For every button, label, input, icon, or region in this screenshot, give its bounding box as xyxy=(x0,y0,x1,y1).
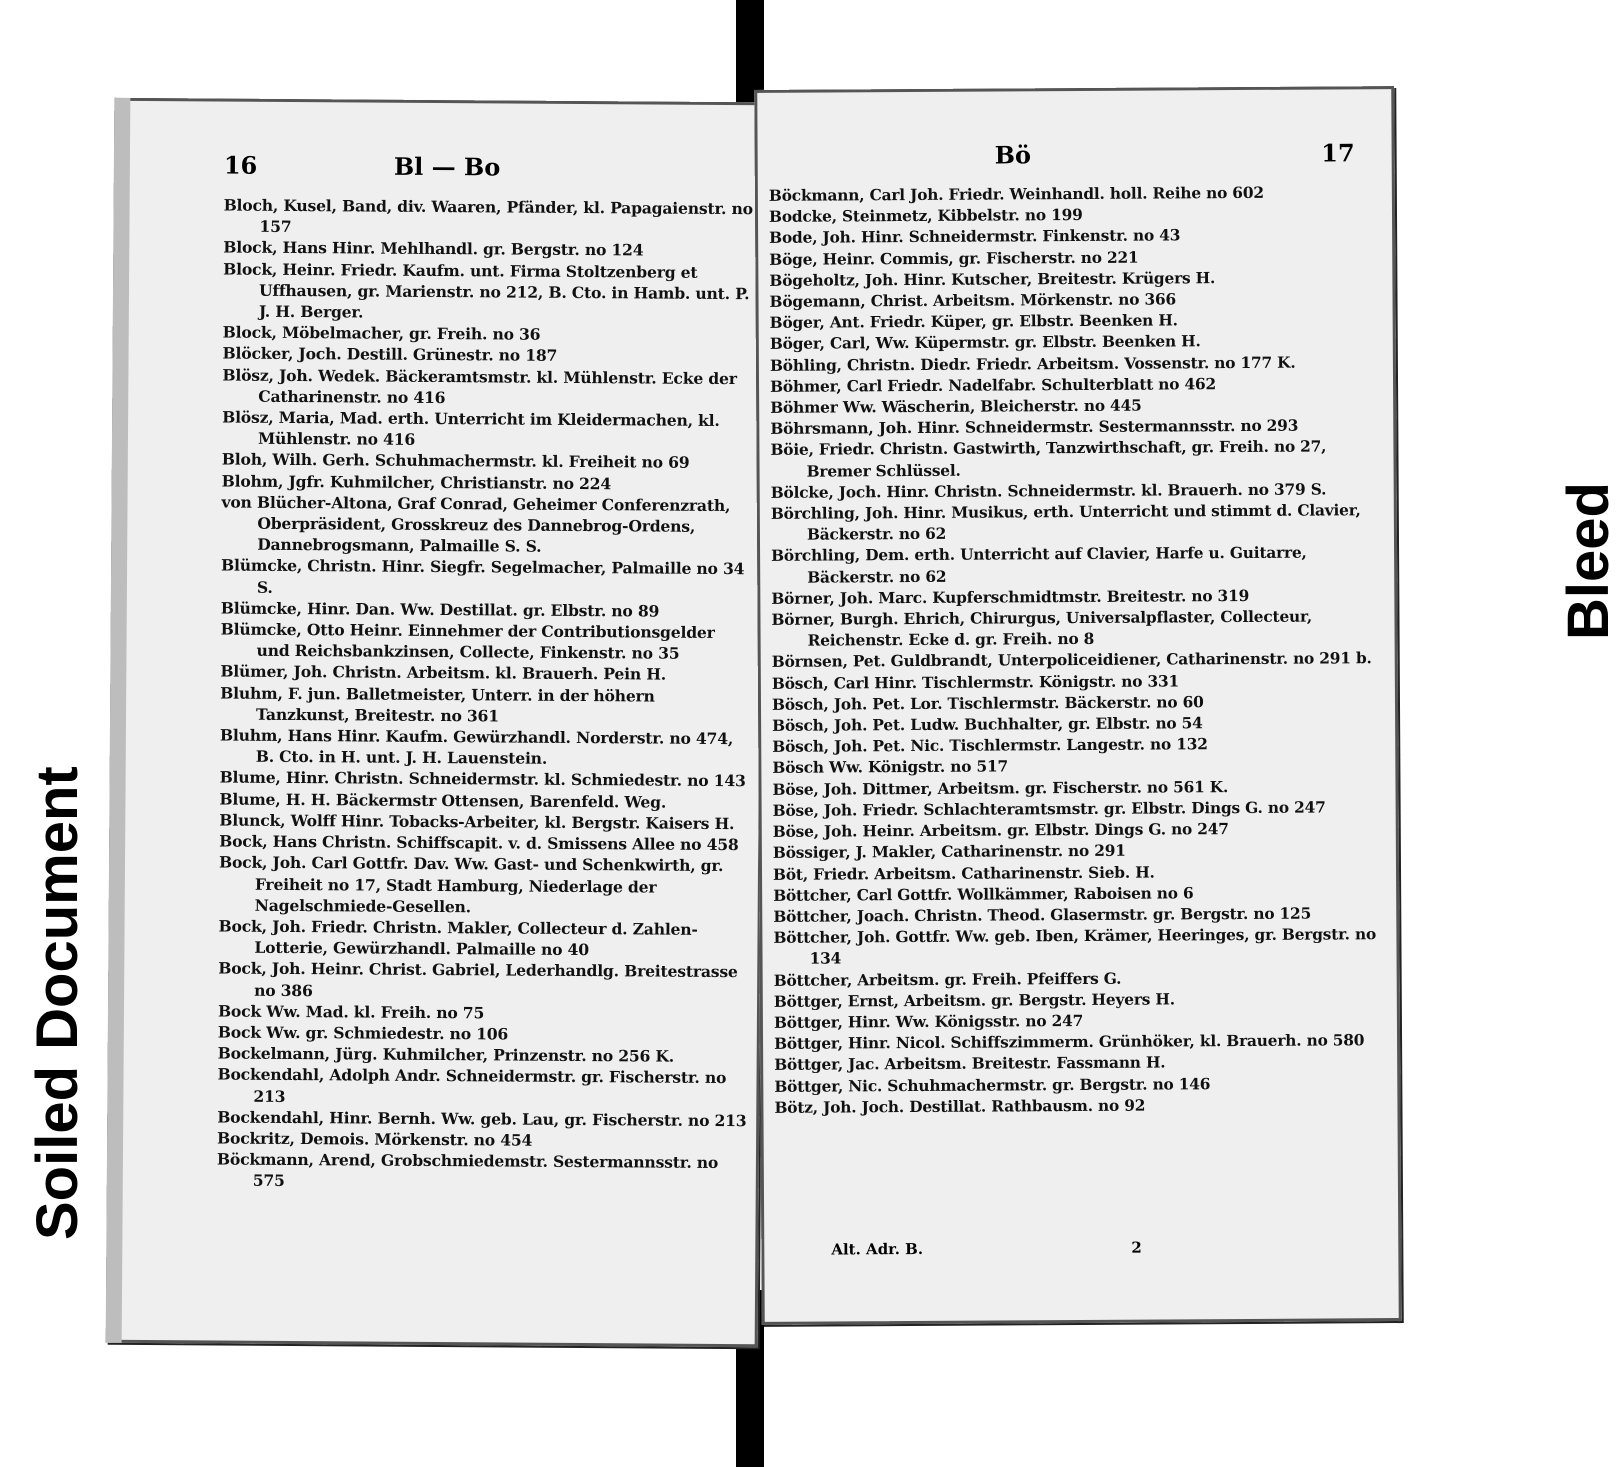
directory-entry: Böt, Friedr. Arbeitsm. Catharinenstr. Sieb. H. xyxy=(772,863,1155,884)
directory-entry: Bock Ww. gr. Schmiedestr. no 106 xyxy=(217,1022,509,1044)
directory-entry: Block, Möbelmacher, gr. Freih. no 36 xyxy=(222,322,541,344)
directory-entry: Blösz, Joh. Wedek. Bäckeramtsmstr. kl. Mühlenstr. Ecke der Catharinenstr. no 416 xyxy=(222,365,737,407)
page-number: 16 xyxy=(223,150,258,180)
directory-entry: Bögeholtz, Joh. Hinr. Kutscher, Breitestr. Krügers H. xyxy=(769,268,1216,290)
directory-entry: Bodcke, Steinmetz, Kibbelstr. no 199 xyxy=(768,206,1083,227)
directory-entry: Bösch, Joh. Pet. Ludw. Buchhalter, gr. Elbstr. no 54 xyxy=(772,714,1203,735)
directory-entry: Blöcker, Joch. Destill. Grünestr. no 187 xyxy=(222,343,558,366)
directory-entry: Bockritz, Demois. Mörkenstr. no 454 xyxy=(217,1128,533,1150)
footer-sheet-number: 2 xyxy=(1131,1238,1142,1257)
directory-entry: Block, Heinr. Friedr. Kaufm. unt. Firma Stoltzenberg et Uffhausen, gr. Marienstr. no 212, B. Cto. in Hamb. unt. P. J. H. Berger. xyxy=(223,259,750,322)
left-page xyxy=(106,98,767,1348)
directory-entry: Bockendahl, Hinr. Bernh. Ww. geb. Lau, gr. Fischerstr. no 213 xyxy=(217,1107,747,1130)
directory-entry: Bock, Joh. Carl Gottfr. Dav. Ww. Gast- und Schenkwirth, gr. Freiheit no 17, Stadt Hamburg, Niederlage der Nagelschmiede-Gesellen. xyxy=(218,852,724,916)
footer-signature: Alt. Adr. B. xyxy=(831,1239,924,1259)
directory-entry: Böhmer Ww. Wäscherin, Bleicherstr. no 445 xyxy=(770,396,1142,417)
left-page-header xyxy=(224,151,736,189)
directory-entry: Blümcke, Otto Heinr. Einnehmer der Contributionsgelder und Reichsbankzinsen, Collecte, Finkenstr. no 35 xyxy=(220,619,715,663)
directory-entry: Bluhm, F. jun. Balletmeister, Unterr. in der höhern Tanzkunst, Breitestr. no 361 xyxy=(220,683,655,726)
page-edge-shadow xyxy=(106,98,131,1343)
directory-entry: Böttcher, Carl Gottfr. Wollkämmer, Raboisen no 6 xyxy=(773,884,1194,905)
right-page xyxy=(754,86,1402,1325)
directory-entry: Blümer, Joh. Christn. Arbeitsm. kl. Brauerh. Pein H. xyxy=(220,661,667,685)
directory-entry: Bölcke, Joch. Hinr. Christn. Schneidermstr. kl. Brauerh. no 379 S. xyxy=(770,480,1327,502)
page-number: 17 xyxy=(1321,138,1355,168)
directory-entry: Böie, Friedr. Christn. Gastwirth, Tanzwirthschaft, gr. Freih. no 27, Bremer Schlüssel. xyxy=(770,437,1327,481)
right-page-footer xyxy=(831,1237,1361,1264)
directory-entry: Börnsen, Pet. Guldbrandt, Unterpoliceidiener, Catharinenstr. no 291 b. xyxy=(771,649,1372,672)
directory-entry: Böttger, Hinr. Nicol. Schiffszimmerm. Grünhöker, kl. Brauerh. no 580 xyxy=(774,1031,1365,1053)
directory-entry: Bockelmann, Jürg. Kuhmilcher, Prinzenstr. no 256 K. xyxy=(217,1043,675,1066)
directory-entry: Bock, Hans Christn. Schiffscapit. v. d. Smissens Allee no 458 xyxy=(219,831,739,855)
directory-entry: Blohm, Jgfr. Kuhmilcher, Christianstr. no 224 xyxy=(221,471,612,493)
header-range: Bö xyxy=(994,140,1032,170)
right-entries-list xyxy=(769,182,1379,1119)
directory-entry: Böhrsmann, Joh. Hinr. Schneidermstr. Sestermannsstr. no 293 xyxy=(770,416,1299,439)
directory-entry: Bösch, Joh. Pet. Lor. Tischlermstr. Bäckerstr. no 60 xyxy=(771,693,1204,714)
directory-entry: Börchling, Joh. Hinr. Musikus, erth. Unterricht und stimmt d. Clavier, Bäckerstr. no 62 xyxy=(770,501,1361,544)
directory-entry: Bluhm, Hans Hinr. Kaufm. Gewürzhandl. Norderstr. no 474, B. Cto. in H. unt. J. H. Lauenstein. xyxy=(219,725,734,769)
directory-entry: Börner, Joh. Marc. Kupferschmidtmstr. Breitestr. no 319 xyxy=(771,586,1250,608)
directory-entry: Blunck, Wolff Hinr. Tobacks-Arbeiter, kl. Bergstr. Kaisers H. xyxy=(219,810,735,833)
directory-entry: Blösz, Maria, Mad. erth. Unterricht im Kleidermachen, kl. Mühlenstr. no 416 xyxy=(222,407,720,450)
header-range: Bl — Bo xyxy=(393,151,501,182)
directory-entry: Bock, Joh. Friedr. Christn. Makler, Collecteur d. Zahlen-Lotterie, Gewürzhandl. Palmaille no 40 xyxy=(218,916,698,960)
directory-entry: Bloch, Kusel, Band, div. Waaren, Pfänder, kl. Papagaienstr. no 157 xyxy=(223,195,753,237)
side-label-top: Bleed xyxy=(1556,482,1621,640)
directory-entry: Böger, Ant. Friedr. Küper, gr. Elbstr. Beenken H. xyxy=(769,311,1178,333)
directory-entry: Bötz, Joh. Joch. Destillat. Rathbausm. no 92 xyxy=(774,1096,1146,1117)
directory-entry: Block, Hans Hinr. Mehlhandl. gr. Bergstr. no 124 xyxy=(223,237,644,260)
left-entries-list xyxy=(217,195,756,1195)
directory-entry: von Blücher-Altona, Graf Conrad, Geheimer Conferenzrath, Oberpräsident, Grosskreuz des Dannebrog-Ordens, Dannebrogsmann, Palmaille S. S. xyxy=(221,492,731,556)
directory-entry: Bösch Ww. Königstr. no 517 xyxy=(772,757,1009,778)
directory-entry: Böttger, Jac. Arbeitsm. Breitestr. Fassmann H. xyxy=(774,1053,1166,1075)
right-page-header xyxy=(775,138,1355,176)
directory-entry: Bockendahl, Adolph Andr. Schneidermstr. gr. Fischerstr. no 213 xyxy=(217,1064,727,1106)
directory-entry: Bögemann, Christ. Arbeitsm. Mörkenstr. no 366 xyxy=(769,290,1177,311)
directory-entry: Bloh, Wilh. Gerh. Schuhmachermstr. kl. Freiheit no 69 xyxy=(221,449,690,473)
directory-entry: Blume, Hinr. Christn. Schneidermstr. kl. Schmiedestr. no 143 xyxy=(219,767,746,791)
directory-entry: Börner, Burgh. Ehrich, Chirurgus, Universalpflaster, Collecteur, Reichenstr. Ecke d. gr. Freih. no 8 xyxy=(771,607,1313,650)
directory-entry: Bock Ww. Mad. kl. Freih. no 75 xyxy=(217,1001,485,1023)
directory-entry: Bock, Joh. Heinr. Christ. Gabriel, Lederhandlg. Breitestrasse no 386 xyxy=(218,958,738,1000)
directory-entry: Böhling, Christn. Diedr. Friedr. Arbeitsm. Vossenstr. no 177 K. xyxy=(769,353,1296,375)
directory-entry: Bössiger, J. Makler, Catharinenstr. no 291 xyxy=(772,842,1126,863)
directory-entry: Böckmann, Carl Joh. Friedr. Weinhandl. holl. Reihe no 602 xyxy=(768,183,1264,205)
side-label: Soiled Document xyxy=(25,766,90,1240)
directory-entry: Böttcher, Joh. Gottfr. Ww. geb. Iben, Krämer, Heeringes, gr. Bergstr. no 134 xyxy=(773,925,1377,968)
directory-entry: Böckmann, Arend, Grobschmiedemstr. Sestermannsstr. no 575 xyxy=(216,1149,719,1191)
directory-entry: Böse, Joh. Dittmer, Arbeitsm. gr. Fischerstr. no 561 K. xyxy=(772,777,1229,799)
directory-entry: Böttger, Nic. Schuhmachermstr. gr. Bergstr. no 146 xyxy=(774,1074,1211,1096)
directory-entry: Bösch, Joh. Pet. Nic. Tischlermstr. Langestr. no 132 xyxy=(772,735,1208,757)
directory-entry: Böse, Joh. Heinr. Arbeitsm. gr. Elbstr. Dings G. no 247 xyxy=(772,820,1229,841)
directory-entry: Börchling, Dem. erth. Unterricht auf Clavier, Harfe u. Guitarre, Bäckerstr. no 62 xyxy=(771,544,1307,587)
directory-entry: Blümcke, Hinr. Dan. Ww. Destillat. gr. Elbstr. no 89 xyxy=(220,598,660,621)
directory-entry: Bode, Joh. Hinr. Schneidermstr. Finkenstr. no 43 xyxy=(769,226,1181,248)
directory-entry: Böttcher, Arbeitsm. gr. Freih. Pfeiffers G. xyxy=(773,969,1122,990)
directory-entry: Böhmer, Carl Friedr. Nadelfabr. Schulterblatt no 462 xyxy=(769,374,1217,396)
directory-entry: Böttger, Hinr. Ww. Königsstr. no 247 xyxy=(773,1011,1084,1032)
directory-entry: Böttger, Ernst, Arbeitsm. gr. Bergstr. Heyers H. xyxy=(773,990,1175,1011)
directory-entry: Böger, Carl, Ww. Küpermstr. gr. Elbstr. Beenken H. xyxy=(769,332,1201,354)
directory-entry: Blümcke, Christn. Hinr. Siegfr. Segelmacher, Palmaille no 34 S. xyxy=(221,555,745,597)
directory-entry: Blume, H. H. Bäckermstr Ottensen, Barenfeld. Weg. xyxy=(219,789,667,812)
directory-entry: Böge, Heinr. Commis, gr. Fischerstr. no 221 xyxy=(769,248,1139,269)
directory-entry: Böttcher, Joach. Christn. Theod. Glasermstr. gr. Bergstr. no 125 xyxy=(773,904,1312,926)
directory-entry: Bösch, Carl Hinr. Tischlermstr. Königstr. no 331 xyxy=(771,672,1180,693)
directory-entry: Böse, Joh. Friedr. Schlachteramtsmstr. gr. Elbstr. Dings G. no 247 xyxy=(772,798,1326,820)
